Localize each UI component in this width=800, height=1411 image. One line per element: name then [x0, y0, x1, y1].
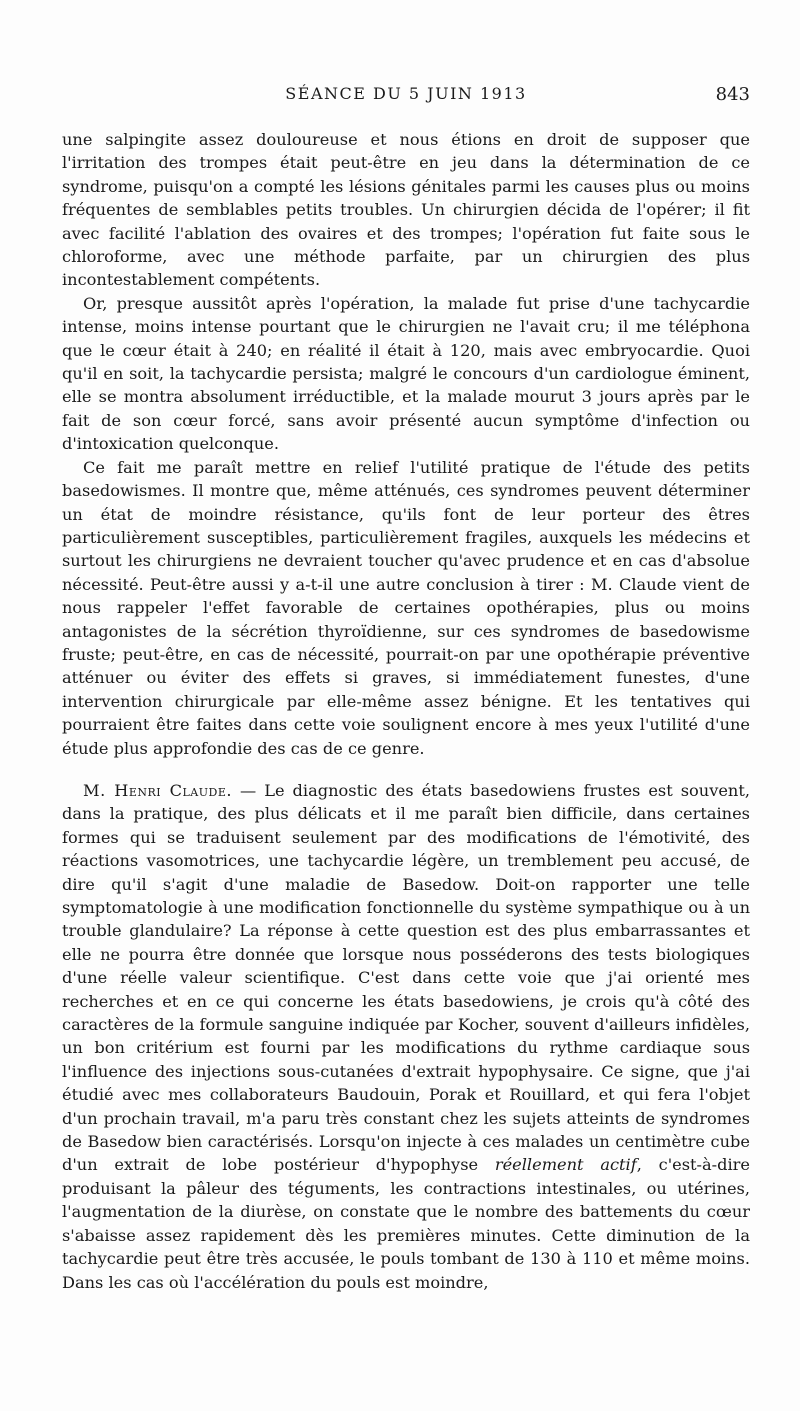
paragraph-continued: une salpingite assez douloureuse et nous étions en droit de supposer que l'irritation des trompes était peut-être en jeu dans la détermination de ce syndrome, puisqu'on a compté les lésions génitales parmi les causes plus ou moins fréquentes de semblables petits troubles. Un chirurgien décida de l'opérer; il fit avec facilité l'ablation des ovaires et des trompes; l'opération fut faite sous le chloroforme, avec une méthode parfaite, par un chirurgien des plus incontestablement compétents. [62, 130, 750, 290]
page-number: 843 [715, 84, 750, 105]
claude-text-part-2: , c'est-à-dire produisant la pâleur des téguments, les contractions intestinales, ou utérines, l'augmentation de la diurèse, on constate que le nombre des battements du cœur s'abaisse assez rapidement dès les premières minutes. Cette diminution de la tachycardie peut être très accusée, le pouls tombant de 130 à 110 et même moins. Dans les cas où l'accélération du pouls est moindre, [62, 1155, 750, 1292]
running-header [62, 84, 750, 110]
speaker-separator: — [232, 780, 265, 800]
paragraph-operation: Or, presque aussitôt après l'opération, la malade fut prise d'une tachycardie intense, moins intense pourtant que le chirurgien ne l'avait cru; il me téléphona que le cœur était à 240; en réalité il était à 120, mais avec embryocardie. Quoi qu'il en soit, la tachycardie persista; malgré le concours d'un cardiologue éminent, elle se montra absolument irréductible, et la malade mourut 3 jours après par le fait de son cœur forcé, sans avoir présenté aucun symptôme d'infection ou d'intoxication quelconque. [62, 293, 750, 454]
running-title: SÉANCE DU 5 JUIN 1913 [285, 84, 527, 103]
italic-emphasis: réellement actif [494, 1155, 637, 1175]
claude-text-part-1: Le diagnostic des états basedowiens frustes est souvent, dans la pratique, des plus délicats et il me paraît bien difficile, dans certaines formes qui se traduisent seulement par des modifications de l'émotivité, des réactions vasomotrices, une tachycardie légère, un tremblement peu accusé, de dire qu'il s'agit d'une maladie de Basedow. Doit-on rapporter une telle symptomatologie à une modification fonctionnelle du système sympathique ou à un trouble glandulaire? La réponse à cette question est des plus embarrassantes et elle ne pourra être donnée que lorsque nous posséderons des tests biologiques d'une réelle valeur scientifique. C'est dans cette voie que j'ai orienté mes recherches et en ce qui concerne les états basedowiens, je crois qu'à côté des caractères de la formule sanguine indiquée par Kocher, souvent d'ailleurs infidèles, un bon critérium est fourni par les modifications du rythme cardiaque sous l'influence des injections sous-cutanées d'extrait hypophysaire. Ce signe, que j'ai étudié avec mes collaborateurs Baudouin, Porak et Rouillard, et qui fera l'objet d'un prochain travail, m'a paru très constant chez les sujets atteints de syndromes de Basedow bien caractérisés. Lorsqu'on injecte à ces malades un centimètre cube d'un extrait de lobe postérieur d'hypophyse [62, 780, 750, 1175]
paragraph-conclusion: Ce fait me paraît mettre en relief l'utilité pratique de l'étude des petits basedowismes. Il montre que, même atténués, ces syndromes peuvent déterminer un état de moindre résistance, qu'ils font de leur porteur des êtres particulièrement susceptibles, particulièrement fragiles, auxquels les médecins et surtout les chirurgiens ne devraient toucher qu'avec prudence et en cas d'absolue nécessité. Peut-être aussi y a-t-il une autre conclusion à tirer : M. Claude vient de nous rappeler l'effet favorable de certaines opothérapies, plus ou moins antagonistes de la sécrétion thyroïdienne, sur ces syndromes de basedowisme fruste; peut-être, en cas de nécessité, pourrait-on par une opothérapie préventive atténuer ou éviter des effets si graves, si immédiatement funestes, d'une intervention chirurgicale par elle-même assez bénigne. Et les tentatives qui pourraient être faites dans cette voie soulignent encore à mes yeux l'utilité d'une étude plus approfondie des cas de ce genre. [62, 457, 750, 758]
speaker-name: M. Henri Claude. [83, 780, 233, 800]
page-body [62, 128, 750, 1294]
paragraph-claude [62, 779, 750, 1294]
